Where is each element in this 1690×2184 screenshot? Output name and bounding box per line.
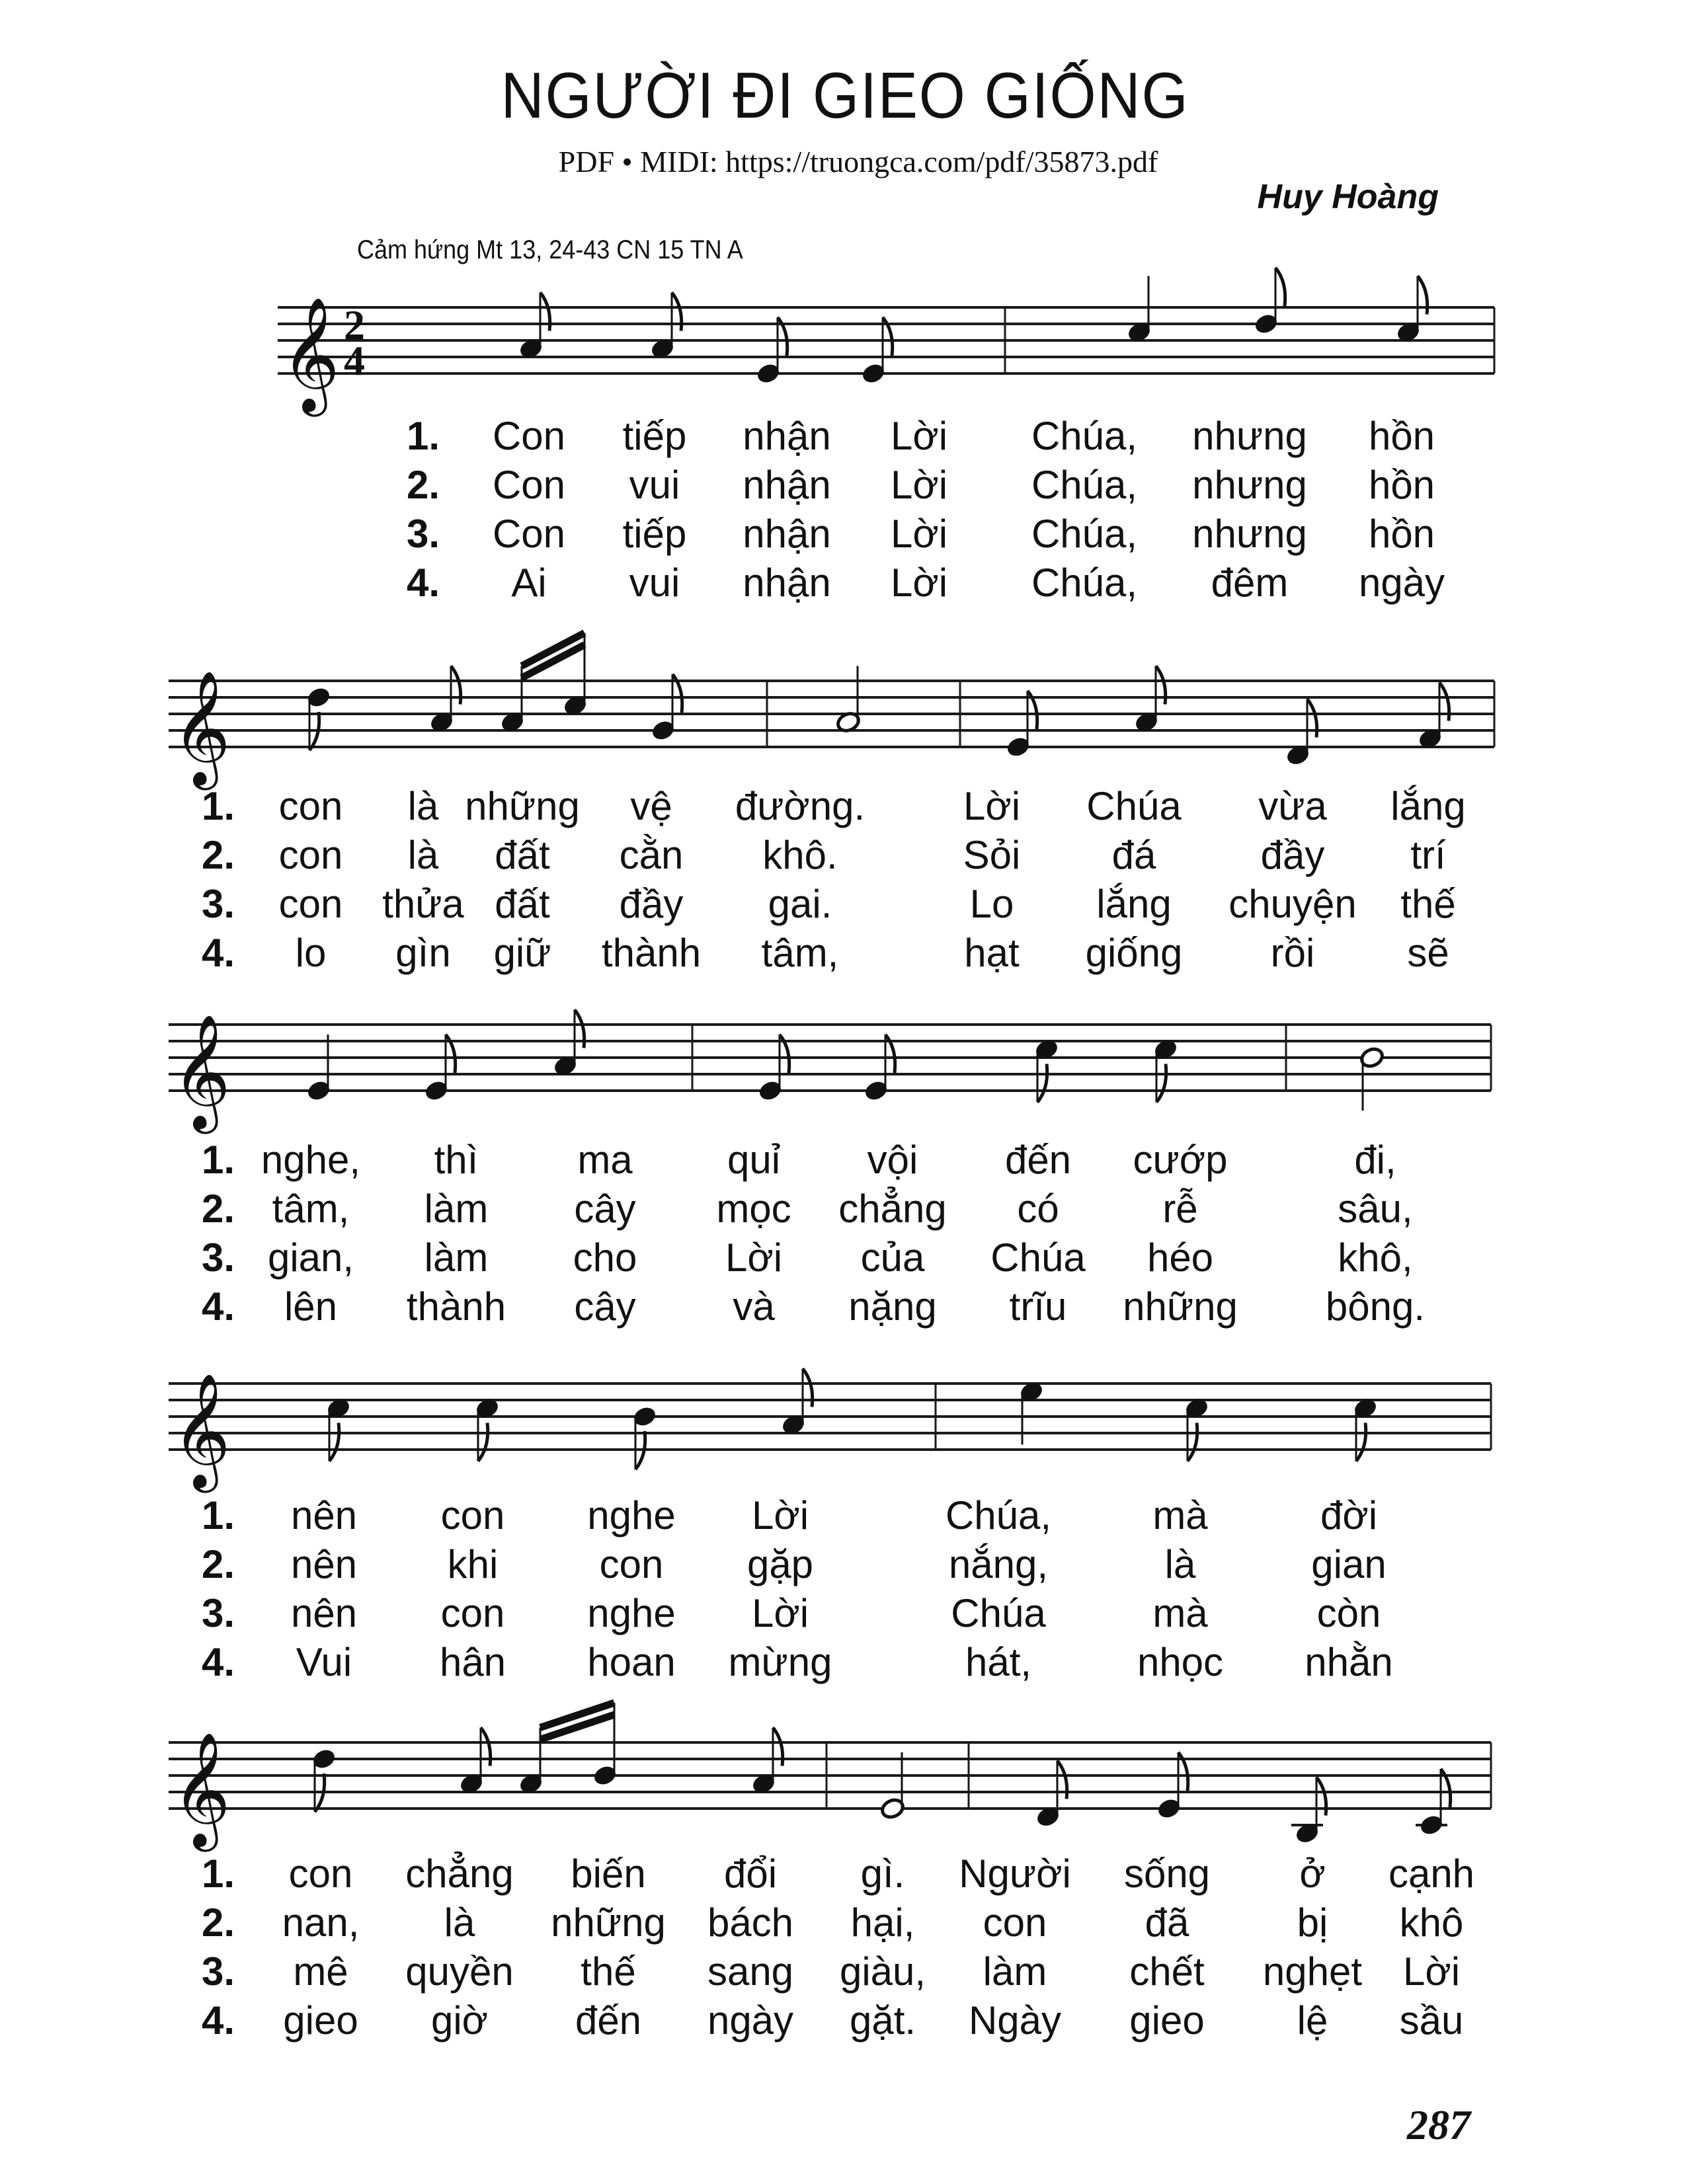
verse-line-2	[0, 1900, 1690, 1949]
note-C5	[1126, 276, 1152, 344]
lyric-word: con	[440, 1591, 505, 1635]
lyric-word: Lời	[963, 784, 1021, 828]
lyric-word: vội	[867, 1138, 918, 1182]
note-F4	[1417, 683, 1449, 751]
verse-line-3	[0, 1590, 1690, 1639]
note-C5	[474, 1397, 500, 1462]
lyric-word: khô.	[762, 833, 838, 877]
verse-number: 1.	[202, 1493, 235, 1538]
lyric-word: Chúa,	[945, 1493, 1052, 1538]
song-title: NGƯỜI ĐI GIEO GIỐNG	[501, 59, 1189, 132]
lyric-word: ma	[577, 1138, 633, 1182]
verse-number: 4.	[202, 931, 235, 975]
lyric-word: tiếp	[622, 414, 687, 458]
lyric-word: cạnh	[1388, 1852, 1475, 1896]
verse-line-3	[0, 1235, 1690, 1284]
lyric-word: khô,	[1338, 1235, 1413, 1280]
note-C5	[562, 650, 588, 718]
staff-system-5	[0, 1683, 1690, 1855]
verse-line-2	[0, 462, 1690, 511]
lyric-word: mừng	[728, 1640, 832, 1684]
lyric-word: héo	[1147, 1235, 1214, 1280]
verse-number: 3.	[407, 512, 440, 556]
lyric-word: hạt	[964, 931, 1020, 975]
lyric-word: đã	[1145, 1900, 1189, 1945]
lyric-word: nghe,	[261, 1138, 361, 1182]
source-link[interactable]: PDF • MIDI: https://truongca.com/pdf/35873.pdf	[558, 145, 1158, 178]
lyric-word: con	[599, 1542, 664, 1586]
verse-number: 1.	[202, 1852, 235, 1896]
lyric-word: lệ	[1297, 1998, 1328, 2043]
lyric-word: nhưng	[1192, 414, 1307, 458]
lyric-word: sống	[1123, 1852, 1211, 1896]
lyric-word: con	[278, 784, 343, 828]
verse-line-4	[0, 560, 1690, 609]
lyric-word: nhận	[743, 414, 831, 458]
verse-number: 2.	[202, 1900, 235, 1945]
lyric-word: thì	[434, 1138, 479, 1182]
note-G4	[650, 674, 682, 742]
note-C5	[1033, 1038, 1059, 1103]
lyrics-block-4	[0, 1493, 1690, 1688]
note-A4	[1133, 666, 1165, 734]
lyric-word: quyền	[405, 1949, 514, 1994]
lyric-word: thành	[601, 931, 702, 975]
note-C5	[325, 1397, 351, 1462]
verse-line-1	[0, 413, 1690, 462]
note-B4	[631, 1405, 657, 1469]
lyric-word: con	[278, 833, 343, 877]
lyric-word: Ai	[511, 561, 547, 605]
note-C5	[1395, 276, 1427, 344]
lyric-word: rồi	[1270, 931, 1315, 975]
note-E4	[305, 1034, 331, 1103]
lyric-word: cây	[574, 1187, 636, 1231]
lyric-word: Lời	[890, 414, 948, 458]
lyric-word: sầu	[1399, 1998, 1464, 2043]
lyric-word: nhận	[743, 561, 831, 605]
lyric-word: giờ	[430, 1998, 489, 2043]
lyric-word: thửa	[382, 882, 464, 926]
lyric-word: Chúa,	[1031, 561, 1138, 605]
verse-number: 3.	[202, 1591, 235, 1635]
lyric-word: còn	[1316, 1591, 1381, 1635]
lyric-word: nặng	[848, 1284, 937, 1329]
lyric-word: nắng,	[948, 1542, 1049, 1586]
lyric-word: hân	[439, 1640, 506, 1684]
note-E4	[755, 317, 787, 385]
note-A4	[518, 293, 549, 361]
verse-number: 4.	[202, 1998, 235, 2043]
lyric-word: là	[407, 784, 439, 828]
note-D5	[311, 1747, 337, 1812]
lyric-word: đời	[1320, 1493, 1378, 1538]
lyric-word: làm	[424, 1187, 489, 1231]
lyric-word: giàu,	[839, 1949, 926, 1994]
treble-clef-icon: 𝄞	[172, 1373, 231, 1488]
note-D4	[1035, 1761, 1066, 1829]
lyric-word: làm	[424, 1235, 489, 1280]
lyric-word: cây	[574, 1284, 636, 1329]
treble-clef-icon: 𝄞	[172, 1014, 231, 1129]
lyric-word: nên	[290, 1542, 358, 1586]
scripture-reference: Cảm hứng Mt 13, 24-43 CN 15 TN A	[357, 235, 743, 264]
lyric-word: làm	[983, 1949, 1047, 1994]
verse-number: 1.	[202, 1138, 235, 1182]
note-E5	[1018, 1380, 1044, 1445]
lyric-word: lên	[284, 1284, 338, 1329]
lyric-word: nghẹt	[1262, 1949, 1363, 1994]
verse-line-1	[0, 1137, 1690, 1186]
verse-line-1	[0, 1493, 1690, 1541]
note-flag	[1156, 1064, 1166, 1103]
lyric-word: hát,	[965, 1640, 1032, 1684]
lyric-word: có	[1017, 1187, 1059, 1231]
verse-line-3	[0, 881, 1690, 930]
note-D4	[1285, 699, 1316, 767]
verse-line-1	[0, 783, 1690, 832]
lyric-word: khi	[447, 1542, 499, 1586]
lyric-word: vệ	[630, 784, 672, 828]
lyric-word: là	[407, 833, 439, 877]
lyric-word: Lo	[969, 882, 1014, 926]
lyric-word: gặt.	[849, 1998, 916, 2043]
note-A4	[458, 1728, 490, 1796]
lyric-word: mà	[1152, 1493, 1208, 1538]
lyric-word: Vui	[296, 1640, 352, 1684]
lyric-word: quỉ	[727, 1138, 781, 1182]
lyric-word: Con	[492, 463, 566, 507]
note-E4	[860, 317, 892, 385]
lyric-word: con	[278, 882, 343, 926]
note-flag	[1356, 1423, 1366, 1462]
verse-number: 2.	[202, 1187, 235, 1231]
lyric-word: sẽ	[1407, 931, 1449, 975]
note-flag	[1275, 268, 1285, 306]
lyric-word: đầy	[619, 882, 684, 926]
time-signature-bottom: 4	[344, 337, 365, 384]
lyric-word: trí	[1410, 833, 1446, 877]
lyric-word: Lời	[725, 1235, 783, 1280]
lyric-word: Con	[492, 512, 566, 556]
lyric-word: đá	[1111, 833, 1156, 877]
lyric-word: Chúa	[951, 1591, 1046, 1635]
lyric-word: đất	[495, 882, 550, 926]
lyrics-block-1	[0, 413, 1690, 609]
note-E4	[879, 1752, 905, 1820]
note-E4	[423, 1034, 455, 1103]
lyric-word: những	[465, 784, 580, 828]
note-flag	[1187, 1423, 1197, 1462]
lyric-word: trĩu	[1009, 1284, 1067, 1329]
verse-number: 3.	[202, 1949, 235, 1994]
lyric-word: Người	[959, 1852, 1071, 1896]
lyric-word: mọc	[716, 1187, 791, 1231]
note-B4	[592, 1719, 618, 1787]
note-C5	[1352, 1397, 1378, 1462]
lyric-word: bách	[707, 1900, 794, 1945]
verse-number: 4.	[202, 1640, 235, 1684]
lyric-word: ở	[1299, 1852, 1326, 1896]
lyric-word: Lời	[890, 512, 948, 556]
lyric-word: nhận	[743, 512, 831, 556]
note-A4	[649, 293, 681, 361]
lyric-word: cằn	[619, 833, 684, 877]
lyric-word: của	[860, 1235, 925, 1280]
lyric-word: thế	[581, 1949, 636, 1994]
verse-line-2	[0, 832, 1690, 881]
lyric-word: đêm	[1211, 561, 1289, 605]
lyric-word: chuyện	[1228, 882, 1357, 926]
lyric-word: lắng	[1390, 784, 1466, 828]
verse-number: 3.	[202, 882, 235, 926]
lyric-word: đầy	[1260, 833, 1325, 877]
lyric-word: ngày	[707, 1998, 794, 2043]
lyric-word: nên	[290, 1591, 358, 1635]
lyric-word: những	[551, 1900, 666, 1945]
lyric-word: đổi	[723, 1852, 778, 1896]
lyric-word: thành	[406, 1284, 506, 1329]
lyric-word: Sỏi	[963, 833, 1021, 877]
note-A4	[552, 1010, 584, 1078]
lyric-word: giữ	[493, 931, 551, 975]
lyric-word: và	[733, 1284, 775, 1329]
lyric-word: cho	[573, 1235, 637, 1280]
note-A4	[750, 1728, 782, 1796]
lyric-word: nhận	[743, 463, 831, 507]
lyric-word: khô	[1399, 1900, 1464, 1945]
note-C4	[1416, 1769, 1451, 1837]
note-A4	[428, 666, 460, 734]
lyric-word: mê	[293, 1949, 348, 1994]
lyric-word: sang	[707, 1949, 794, 1994]
lyric-word: Lời	[890, 463, 948, 507]
lyric-word: vui	[629, 463, 680, 507]
staff-system-4	[0, 1324, 1690, 1496]
lyric-word: hoan	[587, 1640, 676, 1684]
verse-number: 2.	[202, 1542, 235, 1586]
note-C5	[1152, 1038, 1178, 1103]
lyric-word: hại,	[850, 1900, 915, 1945]
lyric-word: con	[288, 1852, 353, 1896]
note-B3	[1291, 1777, 1326, 1846]
verse-number: 1.	[407, 414, 440, 458]
note-E4	[863, 1034, 895, 1103]
verse-number: 4.	[202, 1284, 235, 1329]
lyrics-block-5	[0, 1851, 1690, 2047]
note-A4	[835, 666, 861, 734]
note-D5	[305, 685, 331, 750]
staff-system-2	[0, 621, 1690, 793]
lyric-word: vui	[629, 561, 680, 605]
staff-system-1	[0, 248, 1690, 420]
verse-number: 1.	[202, 784, 235, 828]
lyric-word: Lời	[751, 1591, 809, 1635]
composer-name: Huy Hoàng	[1257, 178, 1439, 216]
lyric-word: chết	[1129, 1949, 1205, 1994]
time-signature-top: 2	[344, 301, 365, 348]
lyric-word: giống	[1085, 931, 1183, 975]
note-flag	[1037, 1064, 1047, 1103]
lyric-word: những	[1123, 1284, 1238, 1329]
treble-clef-icon: 𝄞	[172, 1732, 231, 1847]
lyric-word: nhưng	[1192, 512, 1307, 556]
lyric-word: đi,	[1354, 1138, 1396, 1182]
lyric-word: biến	[571, 1852, 646, 1896]
lyric-word: nên	[290, 1493, 358, 1538]
lyric-word: Lời	[1402, 1949, 1461, 1994]
lyric-word: nghe	[587, 1493, 676, 1538]
lyric-word: gian	[1311, 1542, 1387, 1586]
note-B4	[1359, 1046, 1385, 1111]
lyric-word: là	[1164, 1542, 1196, 1586]
verse-line-1	[0, 1851, 1690, 1900]
lyric-word: con	[440, 1493, 505, 1538]
lyric-word: đến	[575, 1998, 642, 2043]
verse-number: 2.	[202, 833, 235, 877]
lyric-word: bông.	[1325, 1284, 1426, 1329]
treble-clef-icon: 𝄞	[172, 670, 231, 785]
verse-line-2	[0, 1186, 1690, 1235]
lyric-word: ngày	[1358, 561, 1445, 605]
lyric-word: gặp	[746, 1542, 814, 1586]
lyric-word: Lời	[751, 1493, 809, 1538]
lyrics-block-3	[0, 1137, 1690, 1333]
verse-number: 3.	[202, 1235, 235, 1280]
lyric-word: lắng	[1096, 882, 1172, 926]
verse-line-4	[0, 1639, 1690, 1688]
lyric-word: đến	[1004, 1138, 1072, 1182]
lyric-word: đường.	[735, 784, 865, 828]
page-number: 287	[1407, 2101, 1470, 2148]
lyric-word: Chúa	[1086, 784, 1182, 828]
lyric-word: con	[983, 1900, 1047, 1945]
lyric-word: gìn	[395, 931, 451, 975]
lyric-word: sâu,	[1338, 1187, 1413, 1231]
lyric-word: bị	[1297, 1900, 1328, 1945]
lyric-word: tâm,	[272, 1187, 350, 1231]
lyric-word: gai.	[768, 882, 832, 926]
note-E4	[1005, 691, 1037, 759]
lyric-word: Con	[492, 414, 566, 458]
lyric-word: hồn	[1368, 512, 1435, 556]
lyric-word: tâm,	[761, 931, 839, 975]
lyrics-block-2	[0, 783, 1690, 979]
lyric-word: lo	[295, 931, 327, 975]
lyric-word: rễ	[1162, 1187, 1198, 1231]
lyric-word: nhọc	[1137, 1640, 1224, 1684]
lyric-word: Chúa	[990, 1235, 1086, 1280]
verse-number: 4.	[407, 561, 440, 605]
verse-line-4	[0, 1998, 1690, 2047]
verse-number: 2.	[407, 463, 440, 507]
lyric-word: Lời	[890, 561, 948, 605]
note-flag	[478, 1423, 488, 1462]
treble-clef-icon: 𝄞	[281, 297, 340, 412]
lyric-word: Chúa,	[1031, 414, 1138, 458]
lyric-word: gieo	[1129, 1998, 1205, 2043]
lyric-word: gì.	[860, 1852, 905, 1896]
lyric-word: đất	[495, 833, 550, 877]
lyric-word: vừa	[1258, 784, 1327, 828]
lyric-word: chẳng	[838, 1187, 947, 1231]
note-D5	[1253, 268, 1285, 336]
lyric-word: hồn	[1368, 414, 1435, 458]
lyric-word: gian,	[267, 1235, 354, 1280]
lyric-word: chẳng	[405, 1852, 514, 1896]
lyric-word: tiếp	[622, 512, 687, 556]
lyric-word: nhưng	[1192, 463, 1307, 507]
note-E4	[1156, 1752, 1187, 1820]
note-A4	[780, 1369, 812, 1437]
lyric-word: hồn	[1368, 463, 1435, 507]
verse-line-3	[0, 511, 1690, 560]
note-flag	[329, 1423, 339, 1462]
lyric-word: Chúa,	[1031, 463, 1138, 507]
lyric-word: gieo	[283, 1998, 358, 2043]
note-C5	[1184, 1397, 1209, 1462]
lyric-word: cướp	[1133, 1138, 1228, 1182]
staff-system-3	[0, 965, 1690, 1137]
lyric-word: nan,	[282, 1900, 360, 1945]
lyric-word: nghe	[587, 1591, 676, 1635]
verse-line-3	[0, 1949, 1690, 1998]
lyric-word: Ngày	[968, 1998, 1062, 2043]
lyric-word: thế	[1400, 882, 1456, 926]
note-A4	[499, 633, 584, 734]
lyric-word: mà	[1152, 1591, 1208, 1635]
note-E4	[757, 1034, 789, 1103]
lyric-word: là	[444, 1900, 475, 1945]
lyric-word: nhằn	[1305, 1640, 1393, 1684]
verse-line-2	[0, 1541, 1690, 1590]
lyric-word: Chúa,	[1031, 512, 1138, 556]
